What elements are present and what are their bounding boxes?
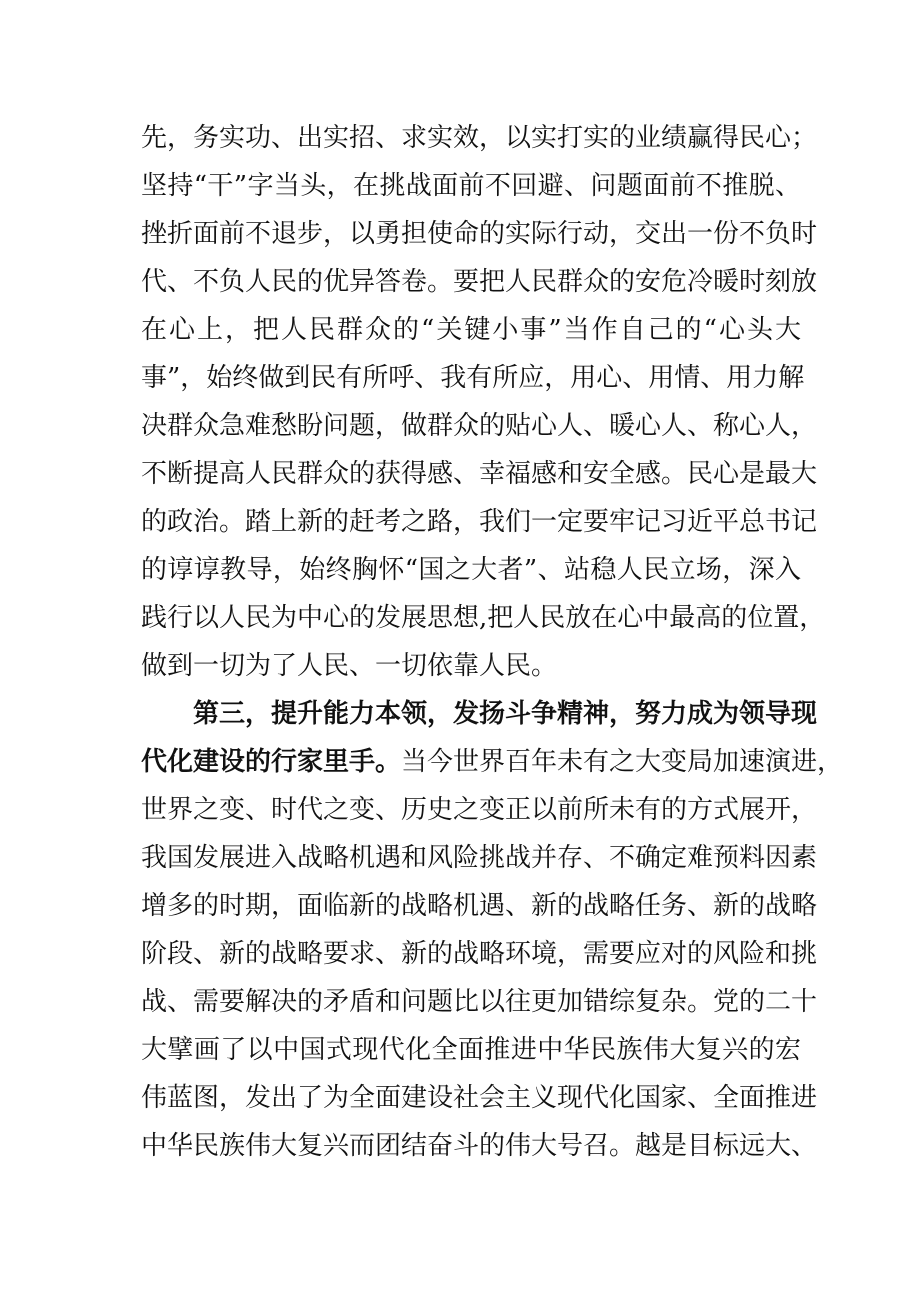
paragraph-1-line: 坚持“干”字当头，在挑战面前不回避、问题面前不推脱、 bbox=[141, 171, 801, 201]
paragraph-2-line: 战、需要解决的矛盾和问题比以往更加错综复杂。党的二十 bbox=[141, 987, 818, 1017]
paragraph-2-line: 阶段、新的战略要求、新的战略环境，需要应对的风险和挑 bbox=[141, 939, 818, 969]
paragraph-2-line: 增多的时期，面临新的战略机遇、新的战略任务、新的战略 bbox=[141, 891, 818, 921]
paragraph-1-line: 先，务实功、出实招、求实效，以实打实的业绩赢得民心； bbox=[141, 123, 818, 153]
paragraph-1-line: 践行以人民为中心的发展思想,把人民放在心中最高的位置， bbox=[141, 603, 826, 633]
paragraph-1-line: 事”，始终做到民有所呼、我有所应，用心、用情、用力解 bbox=[141, 363, 805, 393]
paragraph-1-line: 在心上，把人民群众的“关键小事”当作自己的“心头大 bbox=[141, 315, 801, 345]
paragraph-2 bbox=[141, 690, 844, 1170]
paragraph-1-line: 做到一切为了人民、一切依靠人民。 bbox=[141, 651, 558, 681]
paragraph-1-line: 的政治。踏上新的赶考之路，我们一定要牢记习近平总书记 bbox=[141, 507, 818, 537]
paragraph-2-line: 伟蓝图，发出了为全面建设社会主义现代化国家、全面推进 bbox=[141, 1083, 818, 1113]
paragraph-1-line: 挫折面前不退步，以勇担使命的实际行动，交出一份不负时 bbox=[141, 219, 818, 249]
paragraph-2-line: 中华民族伟大复兴而团结奋斗的伟大号召。越是目标远大、 bbox=[141, 1131, 818, 1161]
paragraph-2-line: 我国发展进入战略机遇和风险挑战并存、不确定难预料因素 bbox=[141, 843, 818, 873]
paragraph-1-line: 不断提高人民群众的获得感、幸福感和安全感。民心是最大 bbox=[141, 459, 818, 489]
paragraph-2-heading-line: 第三，提升能力本领，发扬斗争精神，努力成为领导现 bbox=[193, 699, 818, 729]
paragraph-1-line: 决群众急难愁盼问题，做群众的贴心人、暖心人、称心人， bbox=[141, 411, 818, 441]
paragraph-2-line: 大擘画了以中国式现代化全面推进中华民族伟大复兴的宏 bbox=[141, 1035, 801, 1065]
paragraph-2-mixed-line bbox=[141, 738, 844, 786]
paragraph-1-line: 代、不负人民的优异答卷。要把人民群众的安危冷暖时刻放 bbox=[141, 267, 818, 297]
paragraph-2-heading-end: 代化建设的行家里手。 bbox=[141, 747, 402, 777]
paragraph-2-text-start: 当今世界百年未有之大变局加速演进， bbox=[401, 747, 844, 777]
document-body bbox=[141, 114, 844, 1170]
paragraph-2-line: 世界之变、时代之变、历史之变正以前所未有的方式展开， bbox=[141, 795, 818, 825]
paragraph-1 bbox=[141, 114, 826, 690]
paragraph-1-line: 的谆谆教导，始终胸怀“国之大者”、站稳人民立场，深入 bbox=[141, 555, 801, 585]
